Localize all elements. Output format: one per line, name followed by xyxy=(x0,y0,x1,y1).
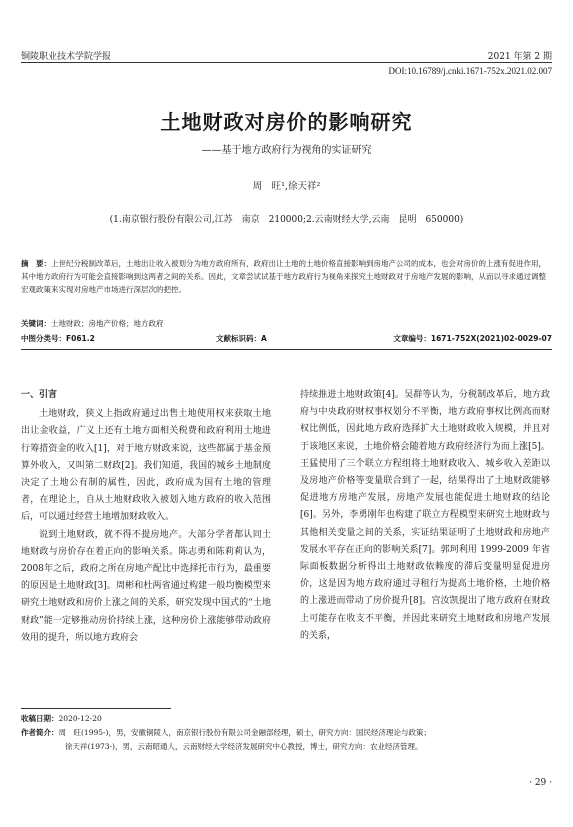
author-bio-1: 周 旺(1995-)，男，安徽铜陵人，南京银行股份有限公司金融部经理，硕士，研究方向：国民经济理论与政策； xyxy=(58,728,431,737)
article-number: 文章编号：1671-752X(2021)02-0029-07 xyxy=(393,334,552,343)
body-left-column xyxy=(21,387,271,647)
issue-label: 2021 年第 2 期 xyxy=(487,52,552,62)
received-date: 2020-12-20 xyxy=(58,714,102,723)
abstract-rule xyxy=(21,349,552,350)
keywords-label: 关键词： xyxy=(21,319,51,328)
page-number: · 29 · xyxy=(529,778,552,788)
paragraph: 土地财政，狭义上指政府通过出售土地使用权来获取土地出让金收益，广义上还有土地方面相关税费和政府利用土地进行筹措资金的收入[1]，对于地方财政来说，这些都属于基金预算外收入，又叫第二财政[2]。我们知道，我国的城乡土地制度决定了土地公有制的属性，因此，政府成为国有土地的管理者，在理论上，自从土地财政收入被划入地方政府的收入范围后，可以通过经营土地增加财政收入。 xyxy=(21,409,271,523)
doi: DOI:10.16789/j.cnki.1671-752x.2021.02.007 xyxy=(388,66,552,76)
document-code: 文献标识码：A xyxy=(216,334,267,343)
authors: 周 旺¹,徐天祥² xyxy=(252,181,321,192)
body-right-column xyxy=(300,387,550,645)
article-subtitle: ——基于地方政府行为视角的实证研究 xyxy=(201,145,372,156)
received-label: 收稿日期： xyxy=(21,714,59,723)
footnote-rule xyxy=(21,708,171,709)
keywords-text: 土地财政；房地产价格；地方政府 xyxy=(51,319,164,328)
affiliations: (1.南京银行股份有限公司,江苏 南京 210000;2.云南财经大学,云南 昆明 650000) xyxy=(109,215,464,225)
paragraph: 持续推进土地财政策[4]。吴群等认为，分税制改革后，地方政府与中央政府财权事权划分不平衡，地方政府事权比例高而财权比例低，因此地方政府选择扩大土地财政收入规模，并且对于该地区来说，土地价格会随着地方政府经济行为而上涨[5]。王猛使用了三个联立方程组将土地财政收入、城乡收入差距以及房地产价格等变量联合到了一起，结果得出了土地财政能够促进地方房地产发展，房地产发展也能促进土地财政的结论[6]。另外，李勇刚年也构建了联立方程模型来研究土地财政与其他相关变量之间的关系，实证结果证明了土地财政和房地产发展水平存在正向的影响关系[7]。郭珂利用 1999-2009 年省际面板数据分析得出土地财政依赖度的滞后变量明显促进房价，这是因为地方政府通过寻租行为提高土地价格，土地价格的上涨进而带动了房价提升[8]。宫汝凯提出了地方政府在财政上可能存在收支不平衡，并因此来研究土地财政和房地产发展的关系， xyxy=(300,390,550,641)
footnote xyxy=(21,712,552,754)
section-heading: 一、引言 xyxy=(21,390,58,400)
header-rule xyxy=(21,62,552,63)
clc-number: 中图分类号：F061.2 xyxy=(21,334,95,343)
article-title: 土地财政对房价的影响研究 xyxy=(160,110,413,134)
abstract-label: 摘 要： xyxy=(21,259,51,268)
keywords xyxy=(21,318,164,329)
bio-label: 作者简介： xyxy=(21,728,59,737)
author-bio-2: 徐天祥(1973-)，男，云南昭通人，云南财经大学经济发展研究中心教授，博士，研究方向：农业经济管理。 xyxy=(65,742,423,751)
abstract xyxy=(21,257,552,296)
paragraph: 说到土地财政，就不得不提房地产。大部分学者都认同土地财政与房价存在着正向的影响关系。陈志勇和陈莉莉认为，2008年之后，政府之所在房地产配比中选择托市行为，最重要的原因是土地财政[3]。周彬和杜两省通过构建一般均衡模型来研究土地财政和房价上涨之间的关系，研究发现中国式的“土地财政”能一定够推动房价持续上涨，这种房价上涨能够带动政府效用的提升，所以地方政府会 xyxy=(21,529,271,643)
abstract-text: 上世纪分税制改革后，土地出让收入被划分为地方政府所有，政府出让土地的土地价格直接影响到房地产公司的成本，也会对房价的上涨有促进作用，其中地方政府行为可能会直接影响到这两者之间的关系。因此，文章尝试试基于地方政府行为视角来探究土地财政对于房地产发展的影响，从而以寻求通过调整宏观政策来实现对房地产市场进行深层次的把控。 xyxy=(21,259,546,294)
journal-name: 铜陵职业技术学院学报 xyxy=(21,52,112,62)
